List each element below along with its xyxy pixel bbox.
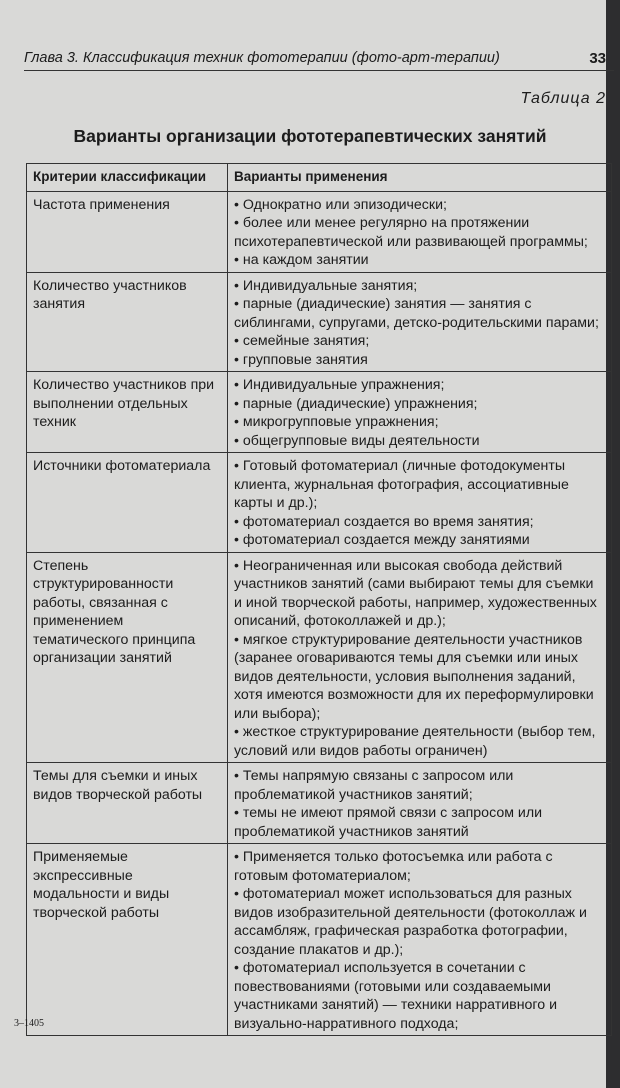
table-row xyxy=(27,372,612,453)
variant-item: • Однократно или эпизодически; xyxy=(234,196,447,213)
variant-item: • парные (диадические) занятия — занятия с сиблингами, супругами, детско-родительскими парами; xyxy=(234,296,599,331)
running-head-title: Глава 3. Классификация техник фототерапии (фото-арт-терапии) xyxy=(24,50,500,66)
variant-item: • Индивидуальные упражнения; xyxy=(234,377,445,393)
table-row xyxy=(27,453,612,553)
variants-cell xyxy=(228,191,612,272)
table-row xyxy=(27,552,612,763)
variant-item: • фотоматериал создается во время занятия; xyxy=(234,513,534,530)
variants-cell xyxy=(228,844,612,1036)
table-label: Таблица 2 xyxy=(520,90,606,107)
classification-table xyxy=(26,163,612,1036)
table-title: Варианты организации фототерапевтических занятий xyxy=(73,126,547,146)
variant-item: • Готовый фотоматериал (личные фотодокументы клиента, журнальная фотография, ассоциативные карты и др.); xyxy=(234,458,569,511)
variants-cell xyxy=(228,552,612,763)
variant-item: • Индивидуальные занятия; xyxy=(234,277,418,294)
criterion-cell: Источники фотоматериала xyxy=(27,453,228,553)
variant-item: • Неограниченная или высокая свобода действий участников занятий (сами выбирают темы для съемки и иной творческой работы, например, художественных описаний, фотоколлажей и др.); xyxy=(234,557,597,629)
variants-cell xyxy=(228,763,612,844)
printer-signature: 3–1405 xyxy=(14,1018,44,1029)
variant-item: • жесткое структурирование деятельности (выбор тем, условий или видов работы ограничен) xyxy=(234,724,596,759)
variant-item: • темы не имеют прямой связи с запросом или проблематикой участников занятий xyxy=(234,805,543,840)
table-row xyxy=(27,272,612,372)
running-head xyxy=(24,50,614,71)
variant-item: • микрогрупповые упражнения; xyxy=(234,414,439,430)
criterion-cell: Количество участников занятия xyxy=(27,272,228,372)
table-row xyxy=(27,844,612,1036)
criterion-cell: Степень структурированности работы, связанная с применением тематического принципа организации занятий xyxy=(27,552,228,763)
variant-item: • фотоматериал используется в сочетании с повествованиями (готовыми или создаваемыми участниками занятий) — техники нарративного и визуально-нарративного подхода; xyxy=(234,960,558,1032)
criterion-cell: Частота применения xyxy=(27,191,228,272)
criterion-cell: Темы для съемки и иных видов творческой работы xyxy=(27,763,228,844)
variant-item: • общегрупповые виды деятельности xyxy=(234,432,480,449)
table-header-row xyxy=(27,164,612,192)
variant-item: • фотоматериал может использоваться для разных видов изобразительной деятельности (фотоколлаж и ассамбляж, графическая разработка фотографии, создание плакатов и др.); xyxy=(234,886,587,958)
column-header-variants: Варианты применения xyxy=(228,164,612,192)
variant-item: • более или менее регулярно на протяжении психотерапевтической или развивающей программы; xyxy=(234,215,588,250)
variant-item: • Применяется только фотосъемка или работа с готовым фотоматериалом; xyxy=(234,849,553,884)
page-number: 33 xyxy=(589,50,606,67)
variants-cell xyxy=(228,453,612,553)
variants-cell xyxy=(228,372,612,453)
variant-item: • парные (диадические) упражнения; xyxy=(234,395,478,412)
table-row xyxy=(27,763,612,844)
column-header-criterion: Критерии классификации xyxy=(27,164,228,192)
variant-item: • групповые занятия xyxy=(234,351,368,368)
variant-item: • на каждом занятии xyxy=(234,252,369,268)
variants-cell xyxy=(228,272,612,372)
variant-item: • мягкое структурирование деятельности участников (заранее оговариваются темы для съемки или иных видов деятельности, условия выполнения заданий, хотя имеются возможности для их переформулировки или выбора); xyxy=(234,631,594,722)
criterion-cell: Количество участников при выполнении отдельных техник xyxy=(27,372,228,453)
variant-item: • Темы напрямую связаны с запросом или проблематикой участников занятий; xyxy=(234,768,514,803)
table-row xyxy=(27,191,612,272)
variant-item: • семейные занятия; xyxy=(234,333,370,349)
variant-item: • фотоматериал создается между занятиями xyxy=(234,532,530,548)
criterion-cell: Применяемые экспрессивные модальности и виды творческой работы xyxy=(27,844,228,1036)
